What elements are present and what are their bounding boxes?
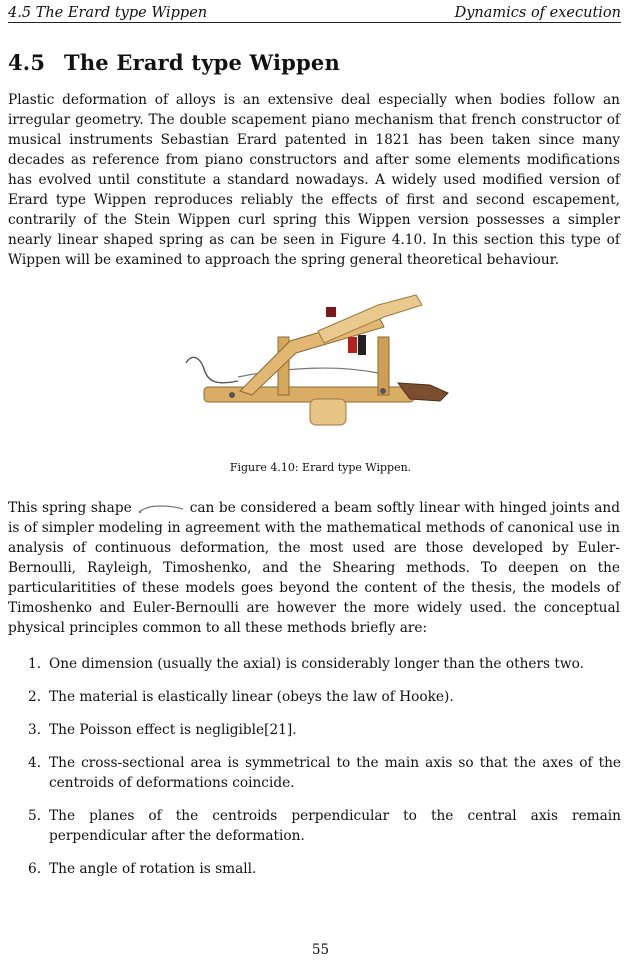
header-chapter-label: Dynamics of execution (454, 5, 621, 21)
list-marker: 1. (28, 656, 42, 672)
list-item (28, 654, 621, 674)
list-item (28, 859, 621, 879)
spring-wire (186, 357, 238, 382)
figure-caption: Figure 4.10: Erard type Wippen. (229, 461, 412, 474)
spring-shape-icon (138, 504, 184, 514)
running-header (8, 4, 621, 23)
list-item (28, 753, 621, 793)
list-item-text: The cross-sectional area is symmetrical to the main axis so that the axes of the centroids of deformations coincide. (49, 755, 621, 791)
wippen-heel (310, 399, 346, 425)
section-title (8, 50, 340, 75)
wippen-post-right (378, 337, 389, 395)
list-marker: 4. (28, 755, 42, 771)
section-number: 4.5 (8, 50, 46, 75)
list-marker: 3. (28, 722, 42, 738)
list-marker: 6. (28, 861, 42, 877)
spring-paragraph (8, 498, 620, 638)
list-item-text: One dimension (usually the axial) is considerably longer than the others two. (49, 656, 584, 672)
spring-paragraph-rest: can be considered a beam softly linear with hinged joints and is of simpler modeling in agreement with the mathematical methods of canonical use in analysis of continuous deformation, the most used are those developed by Euler-Bernoulli, Rayleigh, Timoshenko, and the Shearing methods. To deepen on the particularitities of these models goes beyond the content of the thesis, the models of Timoshenko and Euler-Bernoulli are however the more widely used. the conceptual physical principles common to all these methods briefly are: (8, 500, 620, 636)
pivot-pin-right (380, 388, 386, 394)
felt-pad-red (348, 337, 357, 353)
list-item-text: The angle of rotation is small. (49, 861, 257, 877)
felt-pad-black (358, 335, 366, 355)
spring-paragraph-start: This spring shape (8, 500, 132, 516)
header-section-label: 4.5 The Erard type Wippen (8, 5, 208, 21)
list-item (28, 687, 621, 707)
list-item-text: The Poisson effect is negligible[21]. (49, 722, 297, 738)
wippen-figure (178, 287, 451, 437)
principles-list (28, 654, 621, 892)
pivot-pin-left (229, 392, 235, 398)
wippen-jack-lever (318, 295, 422, 343)
list-marker: 5. (28, 808, 42, 824)
wippen-illustration (178, 287, 451, 437)
list-item-text: The planes of the centroids perpendicular to the central axis remain perpendicular after the deformation. (49, 808, 621, 844)
screw-head (326, 307, 336, 317)
intro-paragraph: Plastic deformation of alloys is an extensive deal especially when bodies follow an irregular geometry. The double scapement piano mechanism that french constructor of musical instruments Sebastian Erard patented in 1821 has been taken since many decades as reference from piano constructors and after some elements modifications has evolved until constitute a standard nowadays. A widely used modified version of Erard type Wippen reproduces reliably the effects of first and second escapement, contrarily of the Stein Wippen curl spring this Wippen version possesses a simpler nearly linear shaped spring as can be seen in Figure 4.10. In this section this type of Wippen will be examined to approach the spring general theoretical behaviour. (8, 92, 620, 268)
list-item-text: The material is elastically linear (obeys the law of Hooke). (49, 689, 454, 705)
list-item (28, 720, 621, 740)
list-marker: 2. (28, 689, 42, 705)
page-number: 55 (311, 942, 330, 958)
list-item (28, 806, 621, 846)
section-title-text: The Erard type Wippen (64, 50, 340, 75)
